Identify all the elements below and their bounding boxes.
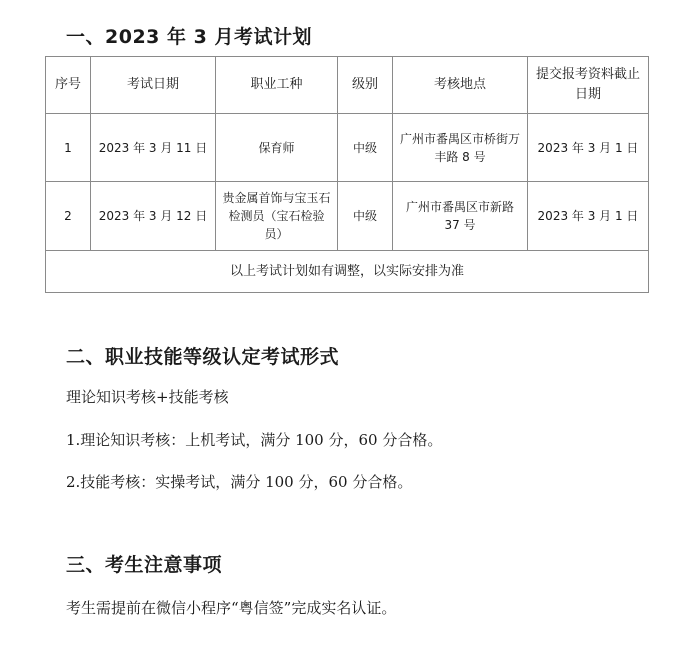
section-2-title: 二、职业技能等级认定考试形式 <box>66 346 340 368</box>
exam-form-skill: 2.技能考核：实操考试，满分 100 分，60 分合格。 <box>66 473 413 491</box>
cell-date: 2023 年 3 月 12 日 <box>91 182 216 251</box>
cell-level: 中级 <box>338 114 393 182</box>
notice-text: 考生需提前在微信小程序“粤信签”完成实名认证。 <box>66 599 397 617</box>
exam-plan-table <box>45 56 649 293</box>
header-occupation: 职业工种 <box>216 57 338 114</box>
cell-occupation: 保育师 <box>216 114 338 182</box>
table-header-row <box>46 57 649 114</box>
header-deadline: 提交报考资料截止日期 <box>528 57 649 114</box>
header-no: 序号 <box>46 57 91 114</box>
table-note-row <box>46 251 649 293</box>
exam-form-summary: 理论知识考核+技能考核 <box>66 388 229 406</box>
header-level: 级别 <box>338 57 393 114</box>
cell-location: 广州市番禺区市新路 37 号 <box>393 182 528 251</box>
cell-deadline: 2023 年 3 月 1 日 <box>528 114 649 182</box>
exam-form-theory: 1.理论知识考核：上机考试，满分 100 分，60 分合格。 <box>66 431 443 449</box>
table-row <box>46 182 649 251</box>
cell-date: 2023 年 3 月 11 日 <box>91 114 216 182</box>
cell-location: 广州市番禺区市桥街万丰路 8 号 <box>393 114 528 182</box>
cell-deadline: 2023 年 3 月 1 日 <box>528 182 649 251</box>
table-note: 以上考试计划如有调整，以实际安排为准 <box>46 251 649 293</box>
section-3-title: 三、考生注意事项 <box>66 554 223 576</box>
header-date: 考试日期 <box>91 57 216 114</box>
header-location: 考核地点 <box>393 57 528 114</box>
cell-occupation: 贵金属首饰与宝玉石检测员（宝石检验员） <box>216 182 338 251</box>
cell-no: 2 <box>46 182 91 251</box>
cell-level: 中级 <box>338 182 393 251</box>
section-1-title: 一、2023 年 3 月考试计划 <box>66 26 312 48</box>
cell-no: 1 <box>46 114 91 182</box>
table-row <box>46 114 649 182</box>
